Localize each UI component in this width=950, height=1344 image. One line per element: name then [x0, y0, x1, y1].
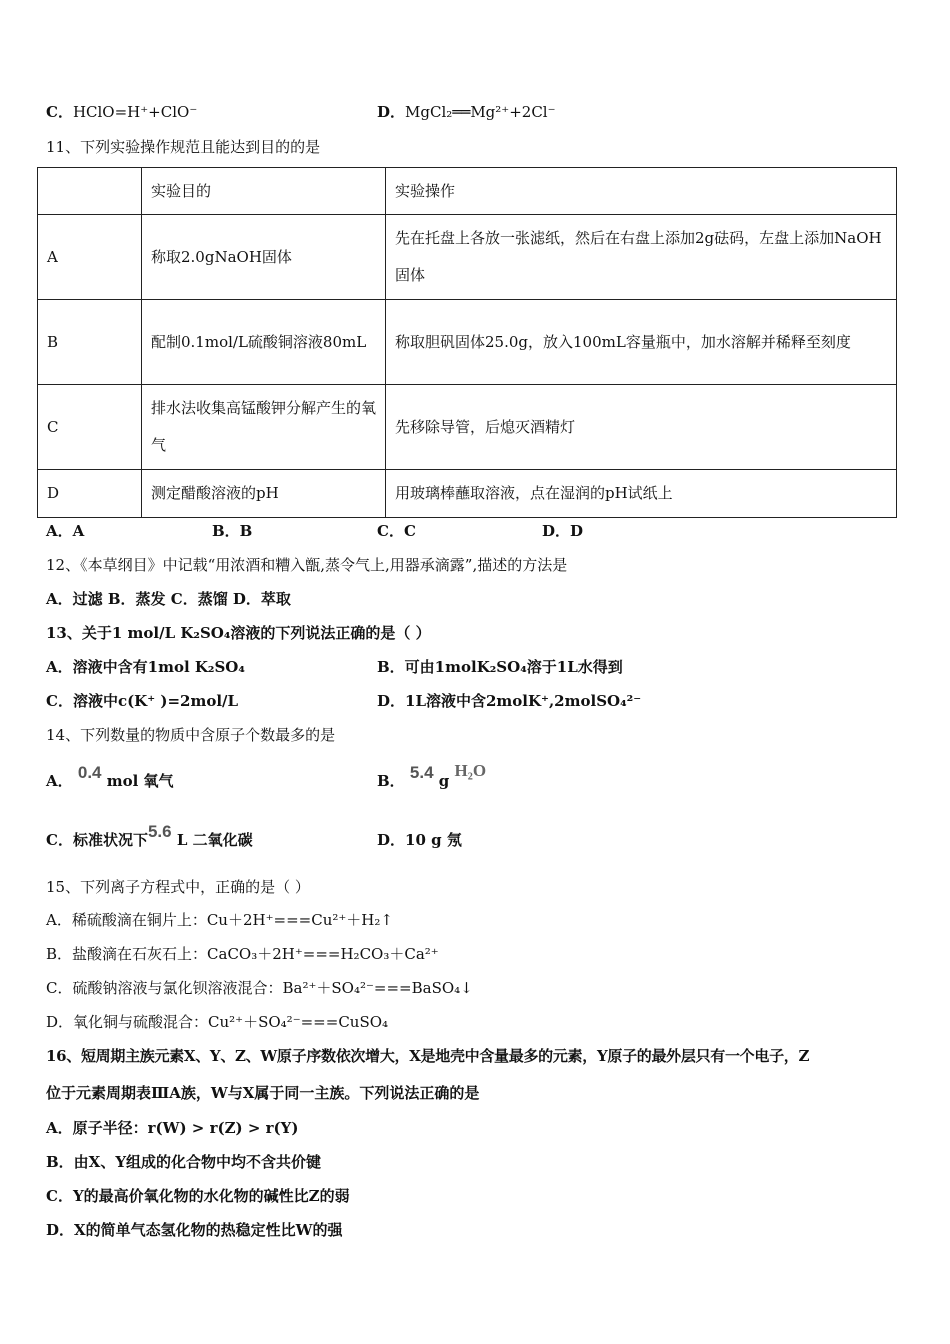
q15-option-a: A．稀硫酸滴在铜片上：Cu＋2H⁺===Cu²⁺＋H₂↑: [46, 911, 393, 929]
q13-option-b: B．可由1molK₂SO₄溶于1L水得到: [377, 658, 623, 676]
q14-option-a: [46, 763, 174, 791]
q13-option-a: A．溶液中含有1mol K₂SO₄: [46, 658, 245, 676]
q12-stem: 12、《本草纲目》中记载“用浓酒和糟入甑,蒸令气上,用器承滴露”,描述的方法是: [46, 556, 568, 574]
q11-stem: 11、下列实验操作规范且能达到目的的是: [46, 138, 321, 156]
row-label: D: [38, 470, 142, 518]
option-letter: C．: [46, 103, 73, 121]
option-text: mol 氧气: [106, 772, 174, 790]
option-text: L 二氧化碳: [176, 831, 253, 849]
option-text: MgCl₂══Mg²⁺+2Cl⁻: [405, 103, 556, 121]
row-purpose: 排水法收集高锰酸钾分解产生的氧气: [142, 385, 386, 470]
q12-options: A．过滤 B．蒸发 C．蒸馏 D．萃取: [46, 590, 291, 608]
option-number: 0.4: [77, 763, 102, 782]
q11-option-c: C．C: [377, 522, 416, 540]
q16-stem-line1: 16、短周期主族元素X、Y、Z、W原子序数依次增大，X是地壳中含量最多的元素，Y原子的最外层只有一个电子，Z: [46, 1047, 810, 1065]
option-letter: D．: [377, 103, 406, 121]
table-row: [38, 215, 897, 300]
row-label: B: [38, 300, 142, 385]
row-operation: 用玻璃棒蘸取溶液，点在湿润的pH试纸上: [386, 470, 897, 518]
q10-option-c: [46, 102, 197, 122]
row-label: C: [38, 385, 142, 470]
q13-option-d: D．1L溶液中含2molK⁺,2molSO₄²⁻: [377, 692, 642, 710]
q11-option-d: D．D: [542, 522, 584, 540]
option-text: HClO=H⁺+ClO⁻: [72, 103, 198, 121]
q14-option-c: [46, 822, 253, 850]
q13-option-c: C．溶液中c(K⁺ )=2mol/L: [46, 692, 239, 710]
row-purpose: 称取2.0gNaOH固体: [142, 215, 386, 300]
q10-option-d: [377, 102, 556, 122]
q15-stem: 15、下列离子方程式中，正确的是（ ）: [46, 878, 310, 896]
q14-option-b: [377, 761, 487, 791]
option-letter: A．: [46, 772, 73, 790]
row-purpose: 配制0.1mol/L硫酸铜溶液80mL: [142, 300, 386, 385]
option-formula: H₂O: [454, 761, 487, 780]
table-header-row: [38, 168, 897, 215]
table-row: [38, 385, 897, 470]
q16-option-d: D．X的简单气态氢化物的热稳定性比W的强: [46, 1221, 343, 1239]
q11-option-a: A．A: [46, 522, 85, 540]
table-row: [38, 300, 897, 385]
option-number: 5.6: [147, 822, 172, 841]
option-letter: C．标准状况下: [46, 831, 148, 849]
table-row: [38, 470, 897, 518]
q16-stem-line2: 位于元素周期表ⅢA族，W与X属于同一主族。下列说法正确的是: [46, 1084, 480, 1102]
q16-option-c: C．Y的最高价氧化物的水化物的碱性比Z的弱: [46, 1187, 350, 1205]
option-number: 5.4: [409, 763, 434, 782]
header-cell: 实验目的: [142, 168, 386, 215]
header-cell: 实验操作: [386, 168, 897, 215]
row-operation: 先移除导管，后熄灭酒精灯: [386, 385, 897, 470]
row-label: A: [38, 215, 142, 300]
q15-option-b: B．盐酸滴在石灰石上：CaCO₃＋2H⁺===H₂CO₃＋Ca²⁺: [46, 945, 439, 963]
row-operation: 称取胆矾固体25.0g，放入100mL容量瓶中，加水溶解并稀释至刻度: [386, 300, 897, 385]
q15-option-d: D．氧化铜与硫酸混合：Cu²⁺＋SO₄²⁻===CuSO₄: [46, 1013, 389, 1031]
q14-option-d: D．10 g 氖: [377, 831, 462, 849]
row-purpose: 测定醋酸溶液的pH: [142, 470, 386, 518]
q16-option-a: A．原子半径：r(W) > r(Z) > r(Y): [46, 1119, 299, 1137]
q13-stem: 13、关于1 mol/L K₂SO₄溶液的下列说法正确的是（ ）: [46, 624, 431, 642]
row-operation: 先在托盘上各放一张滤纸，然后在右盘上添加2g砝码，左盘上添加NaOH固体: [386, 215, 897, 300]
q11-table: [37, 167, 897, 518]
q14-stem: 14、下列数量的物质中含原子个数最多的是: [46, 726, 336, 744]
q11-option-b: B．B: [212, 522, 253, 540]
q15-option-c: C．硫酸钠溶液与氯化钡溶液混合：Ba²⁺＋SO₄²⁻===BaSO₄↓: [46, 979, 473, 997]
option-text: g: [438, 772, 450, 790]
header-cell: [38, 168, 142, 215]
option-letter: B．: [377, 772, 405, 790]
q16-option-b: B．由X、Y组成的化合物中均不含共价键: [46, 1153, 322, 1171]
